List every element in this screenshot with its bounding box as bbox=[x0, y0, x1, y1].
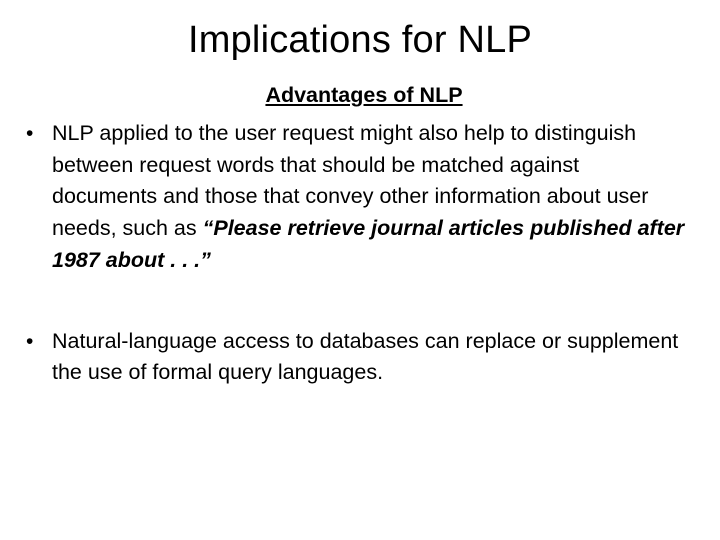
bullet-marker: • bbox=[26, 122, 34, 145]
bullet-text: Natural-language access to databases can replace or supplement the use of formal query languages. bbox=[52, 328, 679, 385]
bullet-list bbox=[26, 118, 686, 389]
bullet-text: NLP applied to the user request might also help to distinguish between request words that should be matched against documents and those that convey other information about user needs, such as bbox=[52, 121, 649, 241]
slide-title: Implications for NLP bbox=[187, 19, 532, 61]
bullet-quote: “Please retrieve journal articles published after 1987 about . . .” bbox=[52, 216, 685, 272]
bullet-item bbox=[26, 118, 686, 277]
bullet-marker: • bbox=[26, 329, 34, 353]
slide-subtitle: Advantages of NLP bbox=[265, 83, 463, 107]
bullet-item bbox=[26, 326, 686, 389]
